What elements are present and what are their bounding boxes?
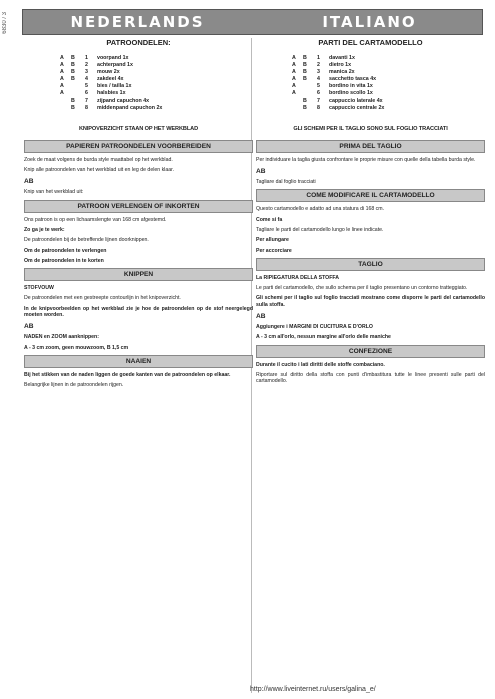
piece-view-b: [71, 83, 85, 90]
piece-name: zakdeel 4x: [97, 76, 124, 83]
piece-view-b: [71, 90, 85, 97]
piece-number: 1: [317, 55, 320, 61]
section-text: Knip alle patroondelen van het werkblad uit en leg de delen klaar.: [24, 167, 174, 174]
piece-name: dietro 1x: [329, 62, 352, 69]
cutting-caption: KNIPOVERZICHT STAAN OP HET WERKBLAD: [78, 125, 199, 132]
section-text: Zo ga je te werk:: [24, 226, 65, 233]
column-italian: [256, 38, 485, 389]
section-text: Gli schemi per il taglio sul foglio tracciati mostrano come disporre le parti del cartamodello sulla stoffa.: [256, 295, 485, 308]
section-heading: CONFEZIONE: [256, 345, 485, 358]
piece-view-b: B: [303, 76, 307, 83]
piece-row: [292, 90, 485, 97]
pieces-title: PARTI DEL CARTAMODELLO: [318, 38, 423, 47]
piece-view-b: B: [303, 69, 307, 76]
piece-name: sacchetto tasca 4x: [329, 76, 377, 83]
piece-number: 5: [317, 83, 320, 90]
section-heading: KNIPPEN: [24, 268, 253, 281]
piece-view-b: B: [303, 55, 307, 61]
pieces-list: [292, 55, 485, 112]
section-text: De patroondelen bij de betreffende lijnen doorknippen.: [24, 237, 149, 244]
piece-view-b: B: [71, 104, 75, 111]
piece-view-b: B: [303, 97, 307, 104]
section-text: Om de patroondelen te verlengen: [24, 247, 107, 254]
footer-url[interactable]: http://www.liveinternet.ru/users/galina_e/: [250, 686, 376, 693]
piece-number: 6: [85, 90, 88, 97]
section-text: Belangrijke lijnen in de patroondelen rijgen.: [24, 382, 124, 389]
section-text: AB: [256, 313, 266, 321]
section-text: Riportare sul diritto della stoffa con punti d'imbastitura tutte le linee presenti sulle parti del cartamodello.: [256, 371, 485, 385]
piece-view-a: A: [60, 62, 64, 69]
piece-name: mouw 2x: [97, 69, 120, 76]
section-heading: PAPIEREN PATROONDELEN VOORBEREIDEN: [24, 140, 253, 153]
piece-view-b: B: [71, 55, 75, 61]
language-bar: [22, 9, 483, 35]
piece-row: [292, 55, 485, 62]
section-text: De patroondelen met een gestreepte contourlijn in het knipoverzicht.: [24, 295, 181, 302]
section-text: Zoek de maat volgens de burda style maattabel op het werkblad.: [24, 156, 173, 163]
pieces-list: [60, 55, 253, 112]
piece-number: 1: [85, 55, 88, 61]
piece-view-b: [303, 83, 317, 90]
piece-view-a: [292, 98, 303, 105]
piece-name: davanti 1x: [329, 55, 355, 61]
piece-name: manica 2x: [329, 69, 355, 76]
piece-number: 7: [317, 97, 320, 104]
section-text: Knip van het werkblad uit:: [24, 189, 84, 196]
piece-number: 6: [317, 90, 320, 97]
piece-view-a: A: [292, 62, 296, 69]
section-text: Tagliare dal foglio tracciati: [256, 179, 316, 186]
piece-view-a: A: [60, 90, 64, 97]
piece-name: cappuccio laterale 4x: [329, 97, 383, 104]
pieces-title: PATROONDELEN:: [106, 38, 171, 47]
section-heading: TAGLIO: [256, 258, 485, 271]
section-text: Aggiungere i MARGINI DI CUCITURA E D'ORLO: [256, 324, 373, 331]
piece-name: cappuccio centrale 2x: [329, 104, 385, 111]
piece-row: [292, 76, 485, 83]
column-dutch: [24, 38, 253, 393]
section-text: Per individuare la taglia giusta confrontare le proprie misure con quelle della tabella burda style.: [256, 156, 476, 163]
piece-number: 5: [85, 83, 88, 90]
section-text: Come si fa: [256, 216, 283, 223]
piece-view-b: B: [71, 69, 75, 76]
piece-name: bordino in vita 1x: [329, 83, 373, 90]
lang-left: NEDERLANDS: [70, 13, 205, 31]
piece-row: [60, 105, 253, 112]
piece-view-b: [303, 90, 317, 97]
piece-name: halsbies 1x: [97, 90, 126, 97]
piece-view-a: [60, 105, 71, 112]
section-heading: PRIMA DEL TAGLIO: [256, 140, 485, 153]
piece-view-b: B: [71, 62, 75, 69]
piece-view-a: A: [292, 83, 296, 90]
piece-view-b: B: [303, 62, 307, 69]
section-text: Ons patroon is op een lichaamslengte van 168 cm afgestemd.: [24, 216, 167, 223]
piece-row: [60, 62, 253, 69]
piece-view-b: B: [303, 104, 307, 111]
page-id: 6830 / 3: [2, 12, 8, 34]
piece-view-a: A: [292, 90, 296, 97]
section-text: In de knipvoorbeelden op het werkblad zie je hoe de patroondelen op de stof neergelegd moeten worden.: [24, 305, 253, 319]
piece-number: 3: [85, 69, 88, 76]
section-text: STOFVOUW: [24, 285, 54, 292]
section-text: A - 3 cm zoom, geen mouwzoom, B 1,5 cm: [24, 344, 129, 351]
section-text: AB: [24, 178, 34, 186]
piece-number: 2: [85, 62, 88, 69]
piece-view-a: A: [292, 76, 296, 83]
section-text: Durante il cucito i lati diritti delle stoffe combaciano.: [256, 361, 385, 368]
piece-view-a: A: [60, 55, 64, 61]
piece-name: bordino scollo 1x: [329, 90, 373, 97]
section-text: NADEN en ZOOM aanknippen:: [24, 334, 99, 341]
piece-row: [292, 62, 485, 69]
piece-view-a: A: [292, 69, 296, 76]
piece-row: [60, 83, 253, 90]
section-heading: NAAIEN: [24, 355, 253, 368]
piece-number: 8: [85, 104, 88, 111]
piece-row: [292, 105, 485, 112]
piece-row: [60, 69, 253, 76]
piece-row: [60, 76, 253, 83]
piece-view-a: A: [60, 83, 64, 90]
piece-view-a: [292, 105, 303, 112]
section-text: Per accorciare: [256, 247, 292, 254]
piece-row: [292, 98, 485, 105]
piece-row: [60, 55, 253, 62]
piece-row: [292, 69, 485, 76]
piece-view-b: B: [71, 76, 75, 83]
section-text: Per allungare: [256, 237, 289, 244]
section-text: La RIPIEGATURA DELLA STOFFA: [256, 274, 339, 281]
piece-view-b: B: [71, 97, 75, 104]
piece-row: [60, 90, 253, 97]
section-text: A - 3 cm all'orlo, nessun margine all'orlo delle maniche: [256, 334, 391, 341]
piece-number: 3: [317, 69, 320, 76]
section-text: Questo cartamodello e adatto ad una statura di 168 cm.: [256, 206, 385, 213]
piece-name: middenpand capuchon 2x: [97, 104, 163, 111]
piece-view-a: [60, 98, 71, 105]
piece-number: 4: [317, 76, 320, 83]
piece-row: [60, 98, 253, 105]
section-text: Bij het stikken van de naden liggen de goede kanten van de patroondelen op elkaar.: [24, 371, 231, 378]
piece-number: 8: [317, 104, 320, 111]
piece-view-a: A: [292, 55, 296, 61]
section-text: Le parti del cartamodello, che sullo schema per il taglio presentano un contorno tratteggiato.: [256, 285, 468, 292]
section-text: Tagliare le parti del cartamodello lungo le linee indicate.: [256, 226, 384, 233]
section-text: AB: [24, 323, 34, 331]
section-heading: PATROON VERLENGEN OF INKORTEN: [24, 200, 253, 213]
section-text: AB: [256, 168, 266, 176]
piece-name: achterpand 1x: [97, 62, 133, 69]
section-heading: COME MODIFICARE IL CARTAMODELLO: [256, 189, 485, 202]
lang-right: ITALIANO: [322, 13, 417, 31]
piece-name: bies / tailla 1x: [97, 83, 132, 90]
piece-number: 2: [317, 62, 320, 69]
cutting-caption: GLI SCHEMI PER IL TAGLIO SONO SUL FOGLIO TRACCIATI: [293, 125, 448, 132]
section-text: Om de patroondelen in te korten: [24, 257, 104, 264]
piece-row: [292, 83, 485, 90]
piece-number: 4: [85, 76, 88, 83]
piece-name: voorpand 1x: [97, 55, 129, 61]
piece-number: 7: [85, 97, 88, 104]
piece-name: zijpand capuchon 4x: [97, 97, 150, 104]
piece-view-a: A: [60, 76, 64, 83]
piece-view-a: A: [60, 69, 64, 76]
